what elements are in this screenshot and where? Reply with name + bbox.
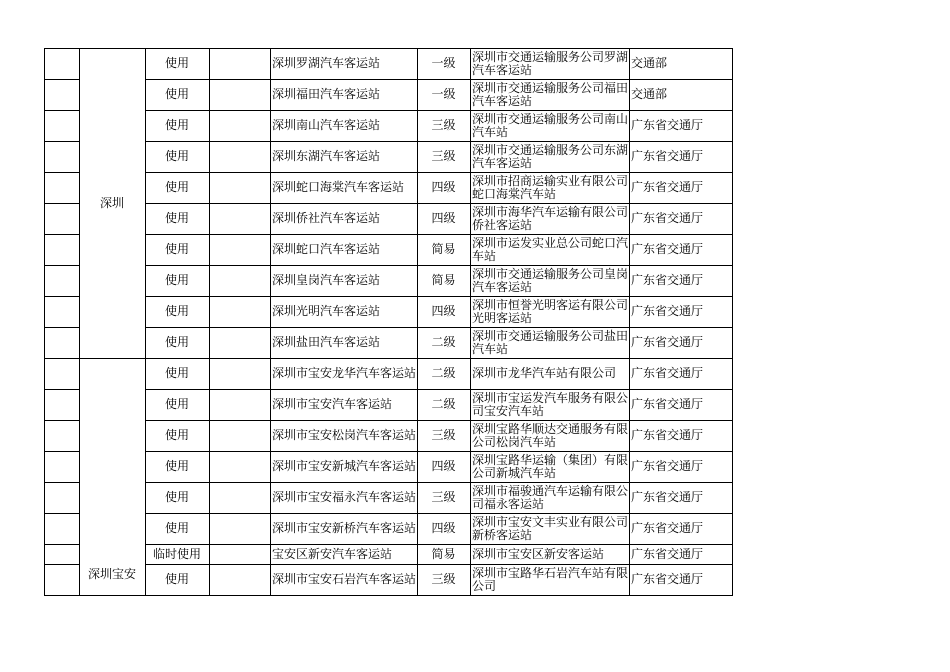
h-rule <box>145 451 733 452</box>
region-label: 深圳 <box>99 195 124 210</box>
operator-cell: 深圳市交通运输服务公司东湖汽车客运站 <box>472 142 629 170</box>
blank-cell <box>209 79 270 110</box>
h-rule <box>44 420 80 421</box>
approver-cell: 广东省交通厅 <box>631 304 704 318</box>
approver-cell: 广东省交通厅 <box>631 521 704 535</box>
index-cell <box>44 110 79 141</box>
h-rule <box>44 79 80 80</box>
blank-cell <box>209 513 270 544</box>
approver-cell: 广东省交通厅 <box>631 490 704 504</box>
grade-cell: 三级 <box>431 428 456 442</box>
operator-cell: 深圳市交通运输服务公司皇岗汽车客运站 <box>472 266 629 294</box>
h-rule <box>44 172 80 173</box>
approver-cell: 广东省交通厅 <box>631 180 704 194</box>
station-name-cell: 深圳市宝安松岗汽车客运站 <box>272 428 417 442</box>
operator-cell: 深圳市招商运输实业有限公司蛇口海棠汽车站 <box>472 173 629 201</box>
status-cell: 使用 <box>164 335 189 349</box>
grade-cell: 三级 <box>431 572 456 586</box>
approver-cell: 广东省交通厅 <box>631 397 704 411</box>
station-name-cell: 深圳光明汽车客运站 <box>272 304 381 318</box>
approver-cell: 广东省交通厅 <box>631 366 704 380</box>
v-rule <box>417 48 418 596</box>
h-rule-region <box>79 595 145 596</box>
station-name-cell: 宝安区新安汽车客运站 <box>272 546 393 561</box>
approver-cell: 交通部 <box>631 56 668 70</box>
h-rule <box>145 265 733 266</box>
blank-cell <box>209 110 270 141</box>
station-table <box>44 48 732 595</box>
h-rule <box>44 358 80 359</box>
blank-cell <box>209 172 270 203</box>
h-rule <box>145 482 733 483</box>
grade-cell: 四级 <box>431 180 456 194</box>
h-rule <box>145 203 733 204</box>
grade-cell: 简易 <box>431 242 456 256</box>
grade-cell: 二级 <box>431 335 456 349</box>
h-rule <box>44 595 80 596</box>
status-cell: 使用 <box>164 521 189 535</box>
station-name-cell: 深圳东湖汽车客运站 <box>272 149 381 163</box>
approver-cell: 广东省交通厅 <box>631 211 704 225</box>
index-cell <box>44 48 79 79</box>
blank-cell <box>209 358 270 389</box>
blank-cell <box>209 564 270 595</box>
status-cell: 使用 <box>164 149 189 163</box>
station-name-cell: 深圳蛇口海棠汽车客运站 <box>272 180 405 194</box>
status-cell: 使用 <box>164 242 189 256</box>
index-cell <box>44 327 79 358</box>
blank-cell <box>209 141 270 172</box>
operator-cell: 深圳市宝路华石岩汽车站有限公司 <box>472 565 629 593</box>
blank-cell <box>209 203 270 234</box>
h-rule <box>44 451 80 452</box>
v-rule <box>629 48 630 596</box>
blank-cell <box>209 420 270 451</box>
grade-cell: 四级 <box>431 211 456 225</box>
v-rule <box>145 48 146 596</box>
operator-cell: 深圳市龙华汽车站有限公司 <box>472 366 617 380</box>
blank-cell <box>209 296 270 327</box>
index-cell <box>44 513 79 544</box>
station-name-cell: 深圳市宝安新城汽车客运站 <box>272 459 417 473</box>
grade-cell: 二级 <box>431 366 456 380</box>
h-rule <box>145 296 733 297</box>
h-rule <box>145 544 733 545</box>
grade-cell: 三级 <box>431 490 456 504</box>
blank-cell <box>209 265 270 296</box>
v-rule <box>209 48 210 596</box>
h-rule <box>145 564 733 565</box>
grade-cell: 四级 <box>431 304 456 318</box>
h-rule <box>145 110 733 111</box>
h-rule <box>44 141 80 142</box>
index-cell <box>44 296 79 327</box>
v-rule <box>79 48 80 596</box>
approver-cell: 交通部 <box>631 87 668 101</box>
h-rule <box>44 327 80 328</box>
grade-cell: 一级 <box>431 56 456 70</box>
status-cell: 使用 <box>164 211 189 225</box>
v-rule <box>470 48 471 596</box>
operator-cell: 深圳市交通运输服务公司盐田汽车站 <box>472 328 629 356</box>
h-rule <box>44 389 80 390</box>
h-rule <box>145 513 733 514</box>
index-cell <box>44 203 79 234</box>
index-cell <box>44 141 79 172</box>
h-rule <box>145 358 733 359</box>
h-rule <box>44 513 80 514</box>
status-cell: 使用 <box>164 490 189 504</box>
operator-cell: 深圳市恒誉光明客运有限公司光明客运站 <box>472 297 629 325</box>
station-name-cell: 深圳罗湖汽车客运站 <box>272 56 381 70</box>
grade-cell: 三级 <box>431 118 456 132</box>
operator-cell: 深圳市宝安文丰实业有限公司新桥客运站 <box>472 514 629 542</box>
approver-cell: 广东省交通厅 <box>631 459 704 473</box>
station-name-cell: 深圳皇岗汽车客运站 <box>272 273 381 287</box>
h-rule <box>145 420 733 421</box>
grade-cell: 二级 <box>431 397 456 411</box>
station-name-cell: 深圳市宝安新桥汽车客运站 <box>272 521 417 535</box>
station-name-cell: 深圳南山汽车客运站 <box>272 118 381 132</box>
station-name-cell: 深圳侨社汽车客运站 <box>272 211 381 225</box>
operator-cell: 深圳市宝安区新安客运站 <box>472 546 605 561</box>
station-name-cell: 深圳福田汽车客运站 <box>272 87 381 101</box>
status-cell: 使用 <box>164 87 189 101</box>
operator-cell: 深圳市海华汽车运输有限公司侨社客运站 <box>472 204 629 232</box>
approver-cell: 广东省交通厅 <box>631 149 704 163</box>
station-name-cell: 深圳市宝安福永汽车客运站 <box>272 490 417 504</box>
h-rule <box>145 327 733 328</box>
v-rule <box>44 48 45 596</box>
grade-cell: 简易 <box>431 546 456 561</box>
station-name-cell: 深圳市宝安汽车客运站 <box>272 397 393 411</box>
h-rule <box>145 141 733 142</box>
operator-cell: 深圳市宝运发汽车服务有限公司宝安汽车站 <box>472 390 629 418</box>
approver-cell: 广东省交通厅 <box>631 335 704 349</box>
approver-cell: 广东省交通厅 <box>631 428 704 442</box>
status-cell: 使用 <box>164 304 189 318</box>
h-rule-region <box>79 48 145 49</box>
approver-cell: 广东省交通厅 <box>631 242 704 256</box>
operator-cell: 深圳市交通运输服务公司福田汽车客运站 <box>472 80 629 108</box>
region-label: 深圳宝安 <box>87 567 136 581</box>
station-name-cell: 深圳市宝安龙华汽车客运站 <box>272 366 417 380</box>
index-cell <box>44 482 79 513</box>
operator-cell: 深圳市福骏通汽车运输有限公司福永客运站 <box>472 483 629 511</box>
blank-cell <box>209 327 270 358</box>
operator-cell: 深圳市交通运输服务公司南山汽车站 <box>472 111 629 139</box>
h-rule <box>145 234 733 235</box>
status-cell: 使用 <box>164 56 189 70</box>
v-rule <box>732 48 733 596</box>
h-rule <box>44 482 80 483</box>
h-rule <box>145 48 733 49</box>
index-cell <box>44 265 79 296</box>
grade-cell: 简易 <box>431 273 456 287</box>
blank-cell <box>209 48 270 79</box>
station-name-cell: 深圳蛇口汽车客运站 <box>272 242 381 256</box>
h-rule <box>44 544 80 545</box>
index-cell <box>44 420 79 451</box>
h-rule <box>44 296 80 297</box>
status-cell: 使用 <box>164 459 189 473</box>
status-cell: 使用 <box>164 118 189 132</box>
h-rule <box>44 110 80 111</box>
grade-cell: 三级 <box>431 149 456 163</box>
status-cell: 使用 <box>164 366 189 380</box>
station-name-cell: 深圳盐田汽车客运站 <box>272 335 381 349</box>
operator-cell: 深圳宝路华运输（集团）有限公司新城汽车站 <box>472 452 629 480</box>
station-name-cell: 深圳市宝安石岩汽车客运站 <box>272 572 417 586</box>
h-rule <box>145 172 733 173</box>
status-cell: 临时使用 <box>152 546 201 561</box>
blank-cell <box>209 544 270 564</box>
status-cell: 使用 <box>164 397 189 411</box>
v-rule <box>270 48 271 596</box>
status-cell: 使用 <box>164 180 189 194</box>
h-rule <box>145 389 733 390</box>
blank-cell <box>209 234 270 265</box>
grade-cell: 一级 <box>431 87 456 101</box>
index-cell <box>44 234 79 265</box>
approver-cell: 广东省交通厅 <box>631 572 704 586</box>
blank-cell <box>209 389 270 420</box>
h-rule-region <box>79 358 145 359</box>
h-rule <box>44 265 80 266</box>
blank-cell <box>209 482 270 513</box>
grade-cell: 四级 <box>431 459 456 473</box>
index-cell <box>44 79 79 110</box>
index-cell <box>44 358 79 389</box>
status-cell: 使用 <box>164 428 189 442</box>
index-cell <box>44 172 79 203</box>
status-cell: 使用 <box>164 273 189 287</box>
grade-cell: 四级 <box>431 521 456 535</box>
operator-cell: 深圳市运发实业总公司蛇口汽车站 <box>472 235 629 263</box>
status-cell: 使用 <box>164 572 189 586</box>
index-cell <box>44 544 79 564</box>
approver-cell: 广东省交通厅 <box>631 118 704 132</box>
h-rule <box>145 595 733 596</box>
index-cell <box>44 451 79 482</box>
approver-cell: 广东省交通厅 <box>631 546 704 561</box>
h-rule <box>145 79 733 80</box>
index-cell <box>44 389 79 420</box>
h-rule <box>44 564 80 565</box>
h-rule <box>44 203 80 204</box>
index-cell <box>44 564 79 595</box>
operator-cell: 深圳市交通运输服务公司罗湖汽车客运站 <box>472 49 629 77</box>
operator-cell: 深圳宝路华顺达交通服务有限公司松岗汽车站 <box>472 421 629 449</box>
approver-cell: 广东省交通厅 <box>631 273 704 287</box>
blank-cell <box>209 451 270 482</box>
h-rule <box>44 48 80 49</box>
h-rule <box>44 234 80 235</box>
